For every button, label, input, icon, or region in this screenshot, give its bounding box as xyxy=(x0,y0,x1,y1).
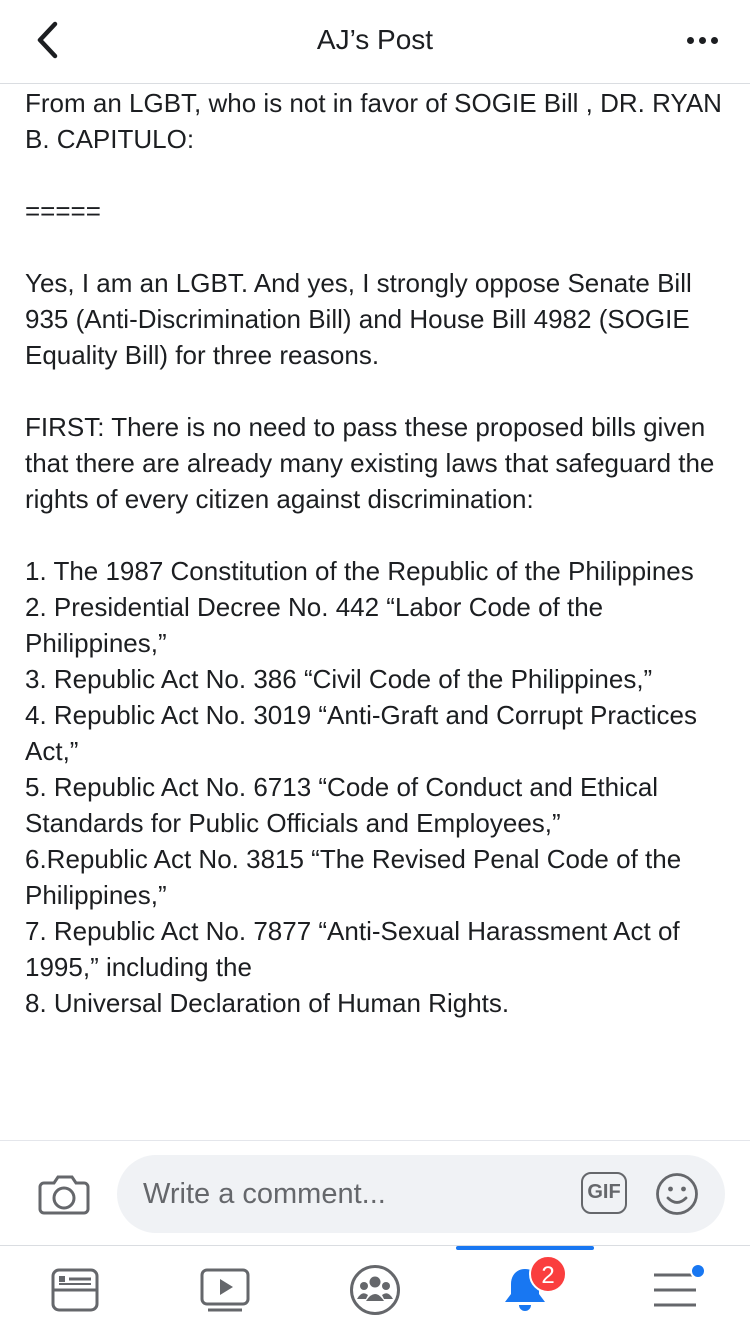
paragraph-gap xyxy=(25,373,730,409)
comment-input[interactable] xyxy=(117,1155,725,1233)
post-paragraph: ===== xyxy=(25,196,101,226)
gif-button[interactable]: GIF xyxy=(581,1172,627,1214)
post-paragraph: From an LGBT, who is not in favor of SOGIE Bill , DR. RYAN B. CAPITULO: xyxy=(25,88,722,154)
paragraph-gap xyxy=(25,517,730,553)
post-paragraph: 1. The 1987 Constitution of the Republic of the Philippines xyxy=(25,556,694,586)
post-paragraph: 4. Republic Act No. 3019 “Anti-Graft and Corrupt Practices Act,” xyxy=(25,700,697,766)
comment-bar xyxy=(0,1140,750,1246)
paragraph-gap xyxy=(25,157,730,193)
groups-icon xyxy=(349,1264,401,1316)
notifications-badge: 2 xyxy=(529,1255,567,1293)
post-text xyxy=(25,85,730,1140)
emoji-icon xyxy=(655,1172,699,1216)
paragraph-gap xyxy=(25,229,730,265)
post-paragraph: 8. Universal Declaration of Human Rights. xyxy=(25,988,510,1018)
post-paragraph: 5. Republic Act No. 6713 “Code of Conduct and Ethical Standards for Public Officials and Employees,” xyxy=(25,772,659,838)
post-paragraph: Yes, I am an LGBT. And yes, I strongly oppose Senate Bill 935 (Anti-Discrimination Bill) and House Bill 4982 (SOGIE Equality Bill) for three reasons. xyxy=(25,268,692,370)
tab-menu[interactable] xyxy=(600,1246,750,1334)
post-paragraph: 3. Republic Act No. 386 “Civil Code of the Philippines,” xyxy=(25,664,653,694)
more-button[interactable] xyxy=(682,28,722,52)
post-header xyxy=(0,0,750,84)
watch-icon xyxy=(200,1268,250,1312)
emoji-button[interactable] xyxy=(655,1172,699,1216)
page-title: AJ’s Post xyxy=(316,24,434,55)
news-feed-icon xyxy=(51,1268,99,1312)
menu-notification-dot xyxy=(690,1263,706,1279)
tab-groups[interactable] xyxy=(300,1246,450,1334)
camera-icon xyxy=(38,1171,90,1217)
post-paragraph: 6.Republic Act No. 3815 “The Revised Penal Code of the Philippines,” xyxy=(25,844,682,910)
more-icon xyxy=(687,37,694,44)
tab-notifications[interactable] xyxy=(450,1246,600,1334)
post-paragraph: 2. Presidential Decree No. 442 “Labor Code of the Philippines,” xyxy=(25,592,604,658)
comment-placeholder: Write a comment... xyxy=(143,1178,386,1210)
post-paragraph: FIRST: There is no need to pass these proposed bills given that there are already many existing laws that safeguard the rights of every citizen against discrimination: xyxy=(25,412,715,514)
post-paragraph: 7. Republic Act No. 7877 “Anti-Sexual Harassment Act of 1995,” including the xyxy=(25,916,680,982)
tab-watch[interactable] xyxy=(150,1246,300,1334)
camera-button[interactable] xyxy=(38,1171,90,1217)
tab-news-feed[interactable] xyxy=(0,1246,150,1334)
bottom-tab-bar xyxy=(0,1246,750,1334)
